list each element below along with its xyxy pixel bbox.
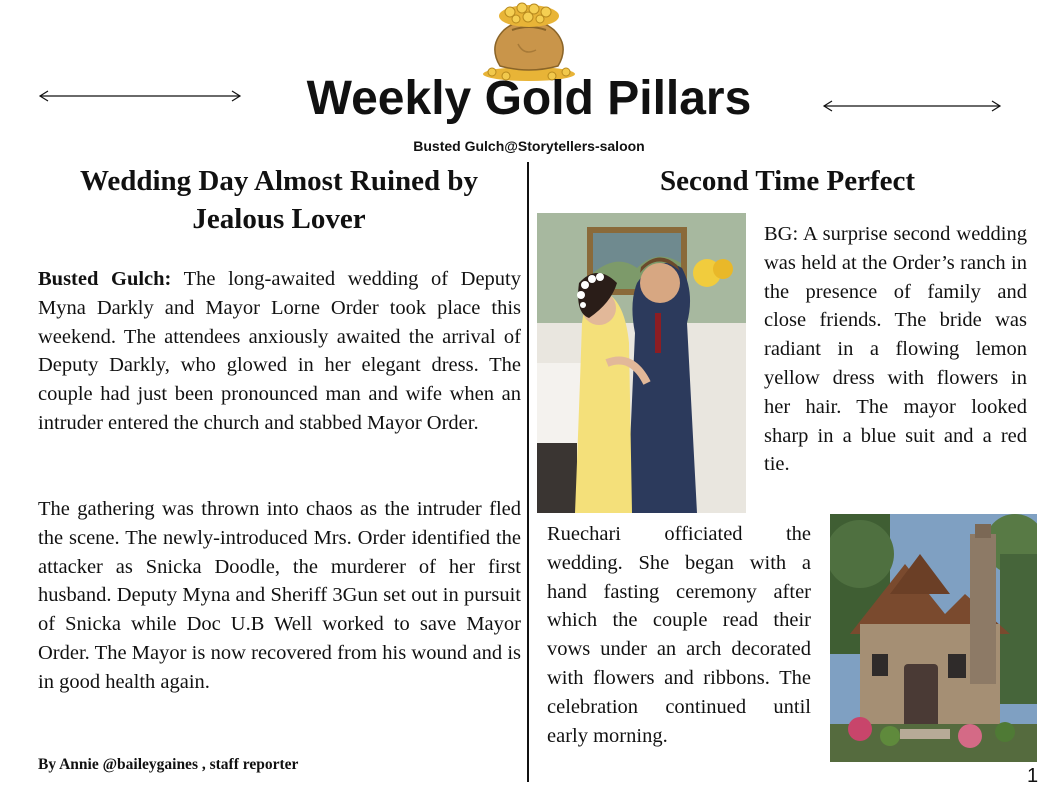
right-article-paragraph-1: BG: A surprise second wedding was held at the Order’s ranch in the presence of family and close friends. The bride was radiant in a flowing lemon yellow dress with flowers in her hair. The mayor looked sharp in a blue suit and a red tie. bbox=[764, 223, 1027, 476]
dateline: Busted Gulch: bbox=[38, 268, 172, 290]
wedding-couple-photo bbox=[537, 213, 746, 513]
right-article-paragraph-2: Ruechari officiated the wedding. She began with a hand fasting ceremony after which the couple read their vows under an arch decorated with flowers and ribbons. The celebration continued until early morning. bbox=[547, 523, 811, 747]
page-number: 1 bbox=[1027, 765, 1039, 787]
left-article-paragraph-1 bbox=[38, 265, 521, 438]
left-article-headline: Wedding Day Almost Ruined by Jealous Lover bbox=[79, 165, 479, 235]
ranch-cottage-photo bbox=[830, 514, 1037, 762]
column-divider bbox=[527, 162, 529, 782]
newspaper-title: Weekly Gold Pillars bbox=[306, 72, 752, 125]
right-article-headline: Second Time Perfect bbox=[659, 165, 916, 197]
newspaper-subtitle: Busted Gulch@Storytellers-saloon bbox=[413, 138, 645, 154]
left-article-paragraph-1-text: The long-awaited wedding of Deputy Myna Darkly and Mayor Lorne Order took place this weekend. The attendees anxiously awaited the arrival of Deputy Darkly, who glowed in her elegant dress. The couple had just been pronounced man and wife when an intruder entered the church and stabbed Mayor Order. bbox=[38, 268, 522, 434]
left-article-paragraph-2: The gathering was thrown into chaos as the intruder fled the scene. The newly-introduced Mrs. Order identified the attacker as Snicka Doodle, the murderer of her first husband. Deputy Myna and Sheriff 3Gun set out in pursuit of Snicka while Doc U.B Well worked to save Mayor Order. The Mayor is now recovered from his wound and is in good health again. bbox=[38, 498, 521, 693]
reporter-byline: By Annie @baileygaines , staff reporter bbox=[38, 756, 299, 773]
